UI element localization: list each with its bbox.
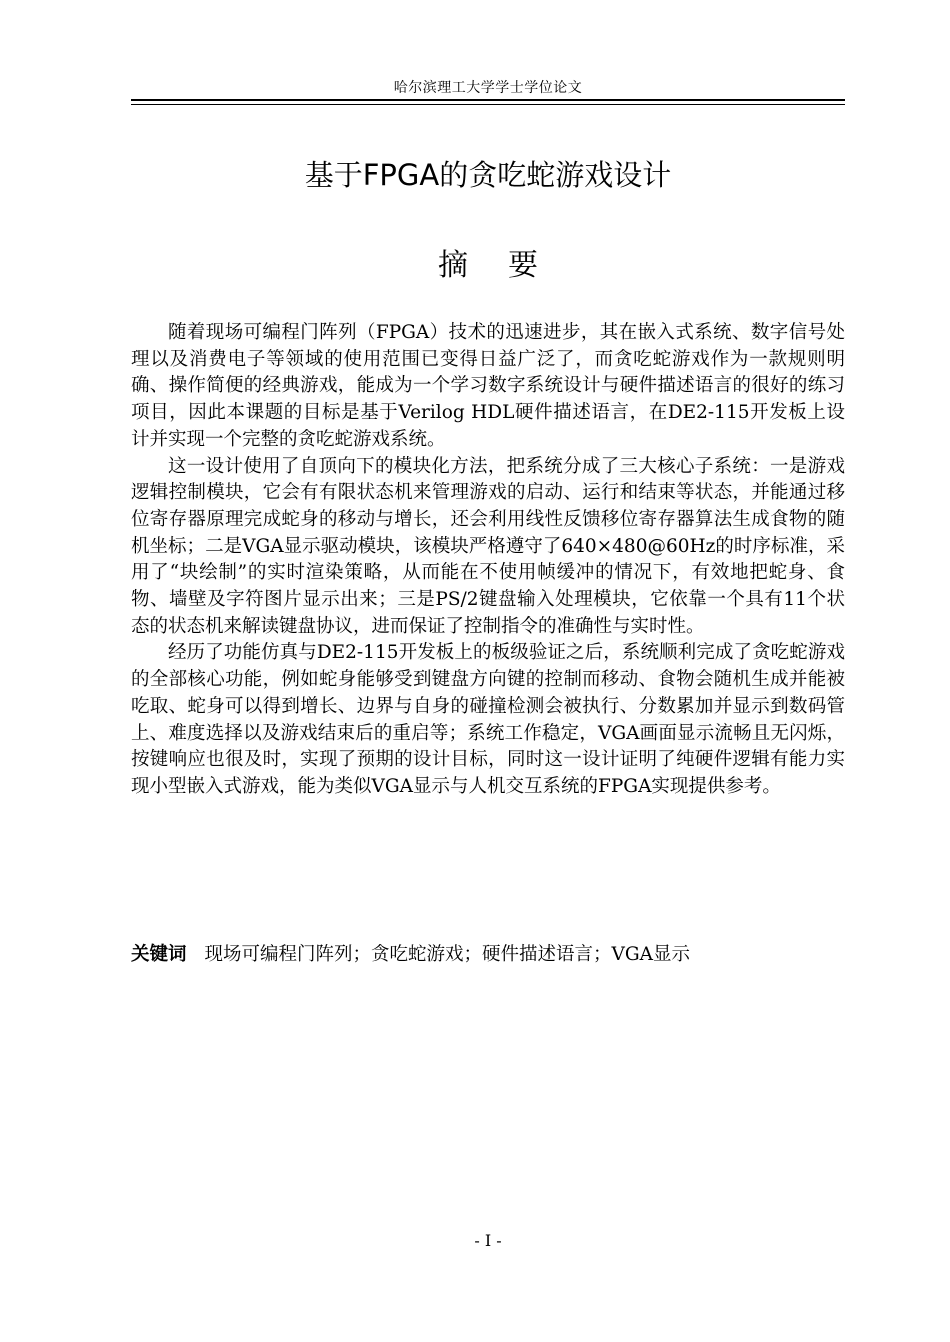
header-rule-thick	[131, 99, 845, 101]
page-number: - I -	[474, 1231, 502, 1250]
abstract-heading-char-2: 要	[508, 248, 538, 283]
abstract-paragraph-3: 经历了功能仿真与DE2-115开发板上的板级验证之后，系统顺利完成了贪吃蛇游戏的全部核心功能，例如蛇身能够受到键盘方向键的控制而移动、食物会随机生成并能被吃取、蛇身可以得到增长、边界与自身的碰撞检测会被执行、分数累加并显示到数码管上、难度选择以及游戏结束后的重启等；系统工作稳定，VGA画面显示流畅且无闪烁，按键响应也很及时，实现了预期的设计目标，同时这一设计证明了纯硬件逻辑有能力实现小型嵌入式游戏，能为类似VGA显示与人机交互系统的FPGA实现提供参考。	[131, 642, 845, 797]
abstract-heading	[131, 244, 845, 288]
running-header: 哈尔滨理工大学学士学位论文	[393, 80, 583, 96]
abstract-paragraph-1: 随着现场可编程门阵列（FPGA）技术的迅速进步，其在嵌入式系统、数字信号处理以及消费电子等领域的使用范围已变得日益广泛了，而贪吃蛇游戏作为一款规则明确、操作简便的经典游戏，能成为一个学习数字系统设计与硬件描述语言的很好的练习项目，因此本课题的目标是基于Verilog HDL硬件描述语言，在DE2-115开发板上设计并实现一个完整的贪吃蛇游戏系统。	[131, 322, 845, 450]
thesis-title: 基于FPGA的贪吃蛇游戏设计	[304, 158, 672, 192]
keywords-label: 关键词	[131, 944, 187, 965]
abstract-body	[131, 320, 845, 801]
keywords-line	[131, 941, 845, 969]
header-rule-thin	[131, 104, 845, 105]
abstract-paragraph-2: 这一设计使用了自顶向下的模块化方法，把系统分成了三大核心子系统：一是游戏逻辑控制模块，它会有有限状态机来管理游戏的启动、运行和结束等状态，并能通过移位寄存器原理完成蛇身的移动与增长，还会利用线性反馈移位寄存器算法生成食物的随机坐标；二是VGA显示驱动模块，该模块严格遵守了640×480@60Hz的时序标准，采用了“块绘制”的实时渲染策略，从而能在不使用帧缓冲的情况下，有效地把蛇身、食物、墙壁及字符图片显示出来；三是PS/2键盘输入处理模块，它依靠一个具有11个状态的状态机来解读键盘协议，进而保证了控制指令的准确性与实时性。	[131, 455, 845, 637]
abstract-heading-char-1: 摘	[438, 248, 468, 283]
keywords-text: 现场可编程门阵列；贪吃蛇游戏；硬件描述语言；VGA显示	[204, 944, 691, 965]
